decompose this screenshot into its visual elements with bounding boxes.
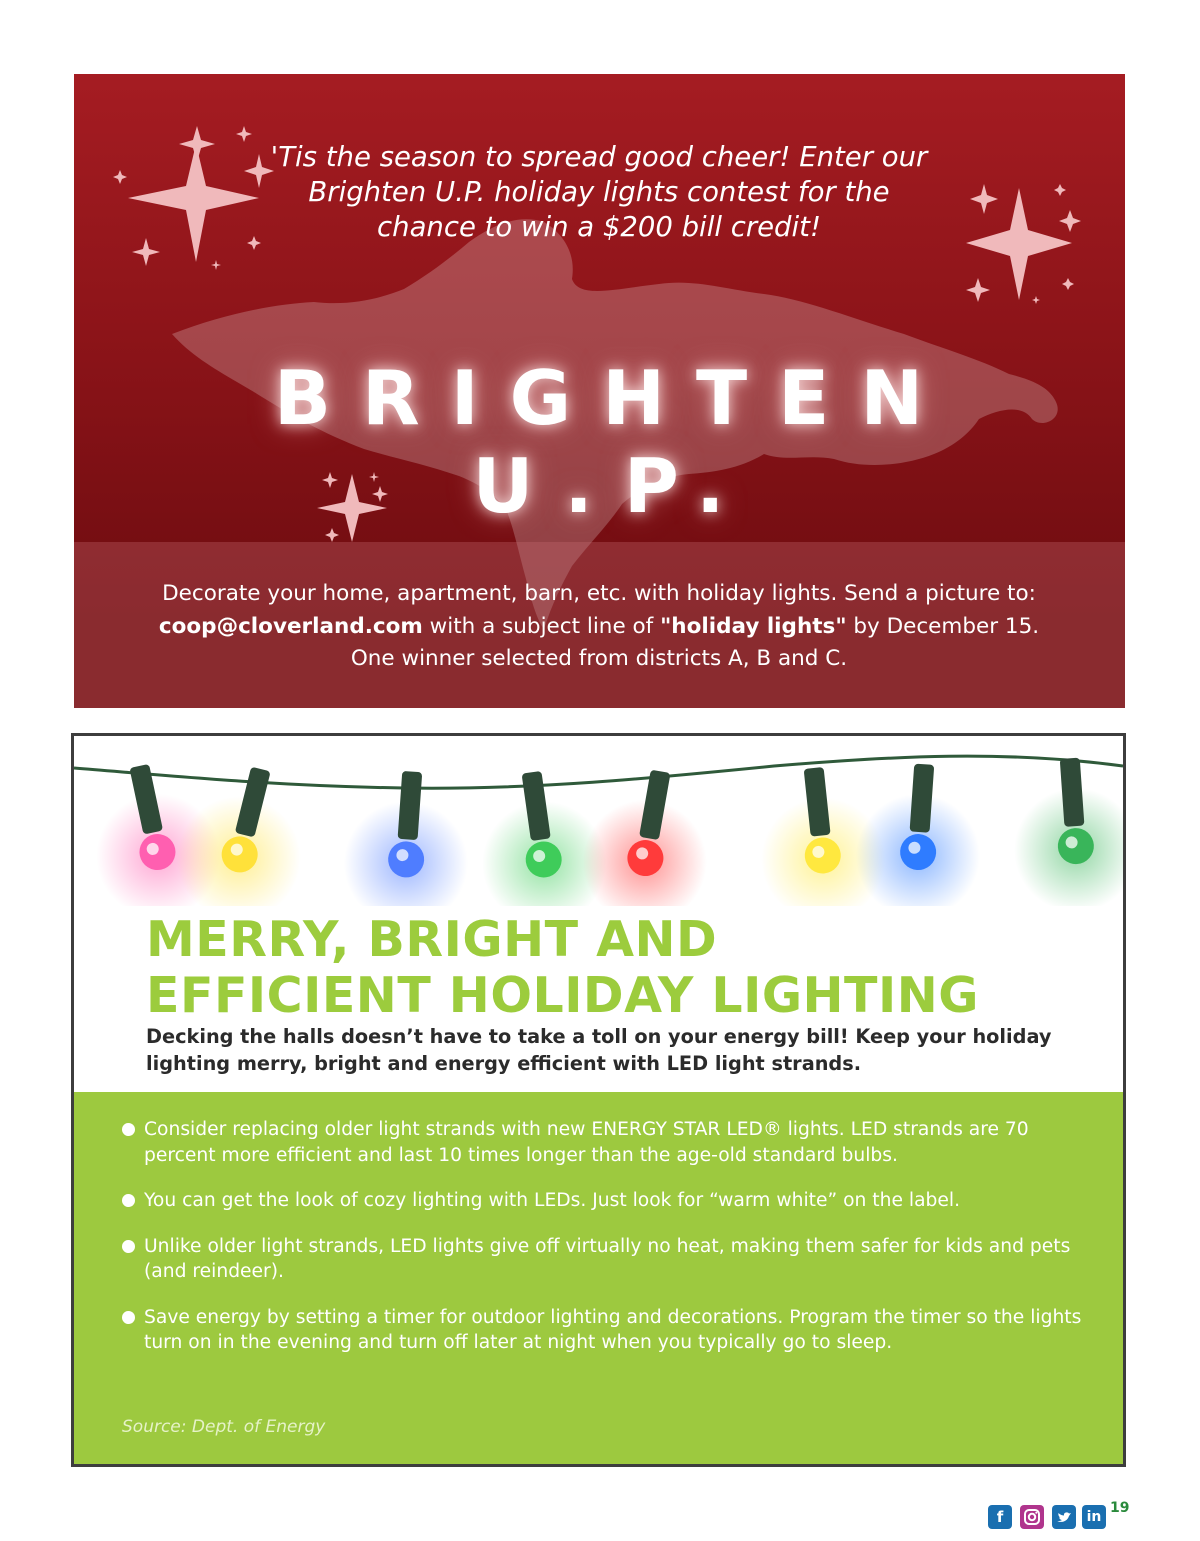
tip-text: Consider replacing older light strands with new ENERGY STAR LED® lights. LED strands are 70 percent more efficient and last 10 times longer than the age-old standard bulbs. <box>144 1119 1029 1166</box>
facebook-icon[interactable]: f <box>988 1505 1012 1529</box>
contest-instructions <box>104 578 1094 676</box>
bulb-group <box>79 753 1123 906</box>
page-number: 19 <box>1110 1500 1130 1516</box>
bullet-icon <box>122 1311 135 1324</box>
contest-title: BRIGHTEN U.P. <box>273 354 955 530</box>
instructions-subject: "holiday lights" <box>660 613 847 639</box>
tip-text: Save energy by setting a timer for outdoor lighting and decorations. Program the timer so the lights turn on in the evening and turn off later at night when you typically go to sleep. <box>144 1306 1082 1353</box>
light-bulb <box>1008 754 1123 906</box>
tip-text: Unlike older light strands, LED lights give off virtually no heat, making them safer for kids and pets (and reindeer). <box>144 1235 1071 1282</box>
twitter-icon[interactable] <box>1052 1505 1076 1529</box>
tips-box <box>74 1092 1123 1464</box>
bullet-icon <box>122 1123 135 1136</box>
string-lights-illustration <box>74 736 1123 906</box>
lighting-headline <box>146 912 1106 1024</box>
bullet-icon <box>122 1194 135 1207</box>
headline-line: EFFICIENT HOLIDAY LIGHTING <box>146 967 979 1024</box>
list-item <box>122 1234 1082 1285</box>
contest-intro-line: 'Tis the season to spread good cheer! Enter our <box>270 141 928 173</box>
instagram-icon[interactable] <box>1020 1505 1044 1529</box>
bullet-icon <box>122 1240 135 1253</box>
contest-panel <box>74 74 1125 708</box>
contest-intro-line: Brighten U.P. holiday lights contest for the <box>308 176 890 208</box>
light-wire <box>74 756 1123 788</box>
linkedin-icon[interactable]: in <box>1082 1505 1106 1529</box>
contest-intro <box>244 140 954 245</box>
list-item <box>122 1305 1082 1356</box>
instructions-line-2 <box>104 611 1094 644</box>
headline-line: MERRY, BRIGHT AND <box>146 911 718 968</box>
instructions-line-3: One winner selected from districts A, B and C. <box>350 646 848 671</box>
instructions-deadline: by December 15. <box>846 613 1040 639</box>
tips-list <box>122 1117 1082 1376</box>
instructions-subject-text: with a subject line of <box>422 613 661 639</box>
source-note: Source: Dept. of Energy <box>122 1417 326 1437</box>
light-bulb <box>852 760 986 906</box>
instructions-line-1: Decorate your home, apartment, barn, etc. with holiday lights. Send a picture to: <box>162 581 1036 606</box>
contest-email-link[interactable]: coop@cloverland.com <box>158 613 423 639</box>
contest-intro-line: chance to win a $200 bill credit! <box>377 211 821 243</box>
lighting-panel <box>71 733 1126 1467</box>
lighting-intro: Decking the halls doesn’t have to take a toll on your energy bill! Keep your holiday lighting merry, bright and energy efficient with LED light strands. <box>146 1025 1052 1075</box>
list-item <box>122 1117 1082 1168</box>
list-item <box>122 1188 1082 1214</box>
tip-text: You can get the look of cozy lighting with LEDs. Just look for “warm white” on the label. <box>144 1190 961 1211</box>
